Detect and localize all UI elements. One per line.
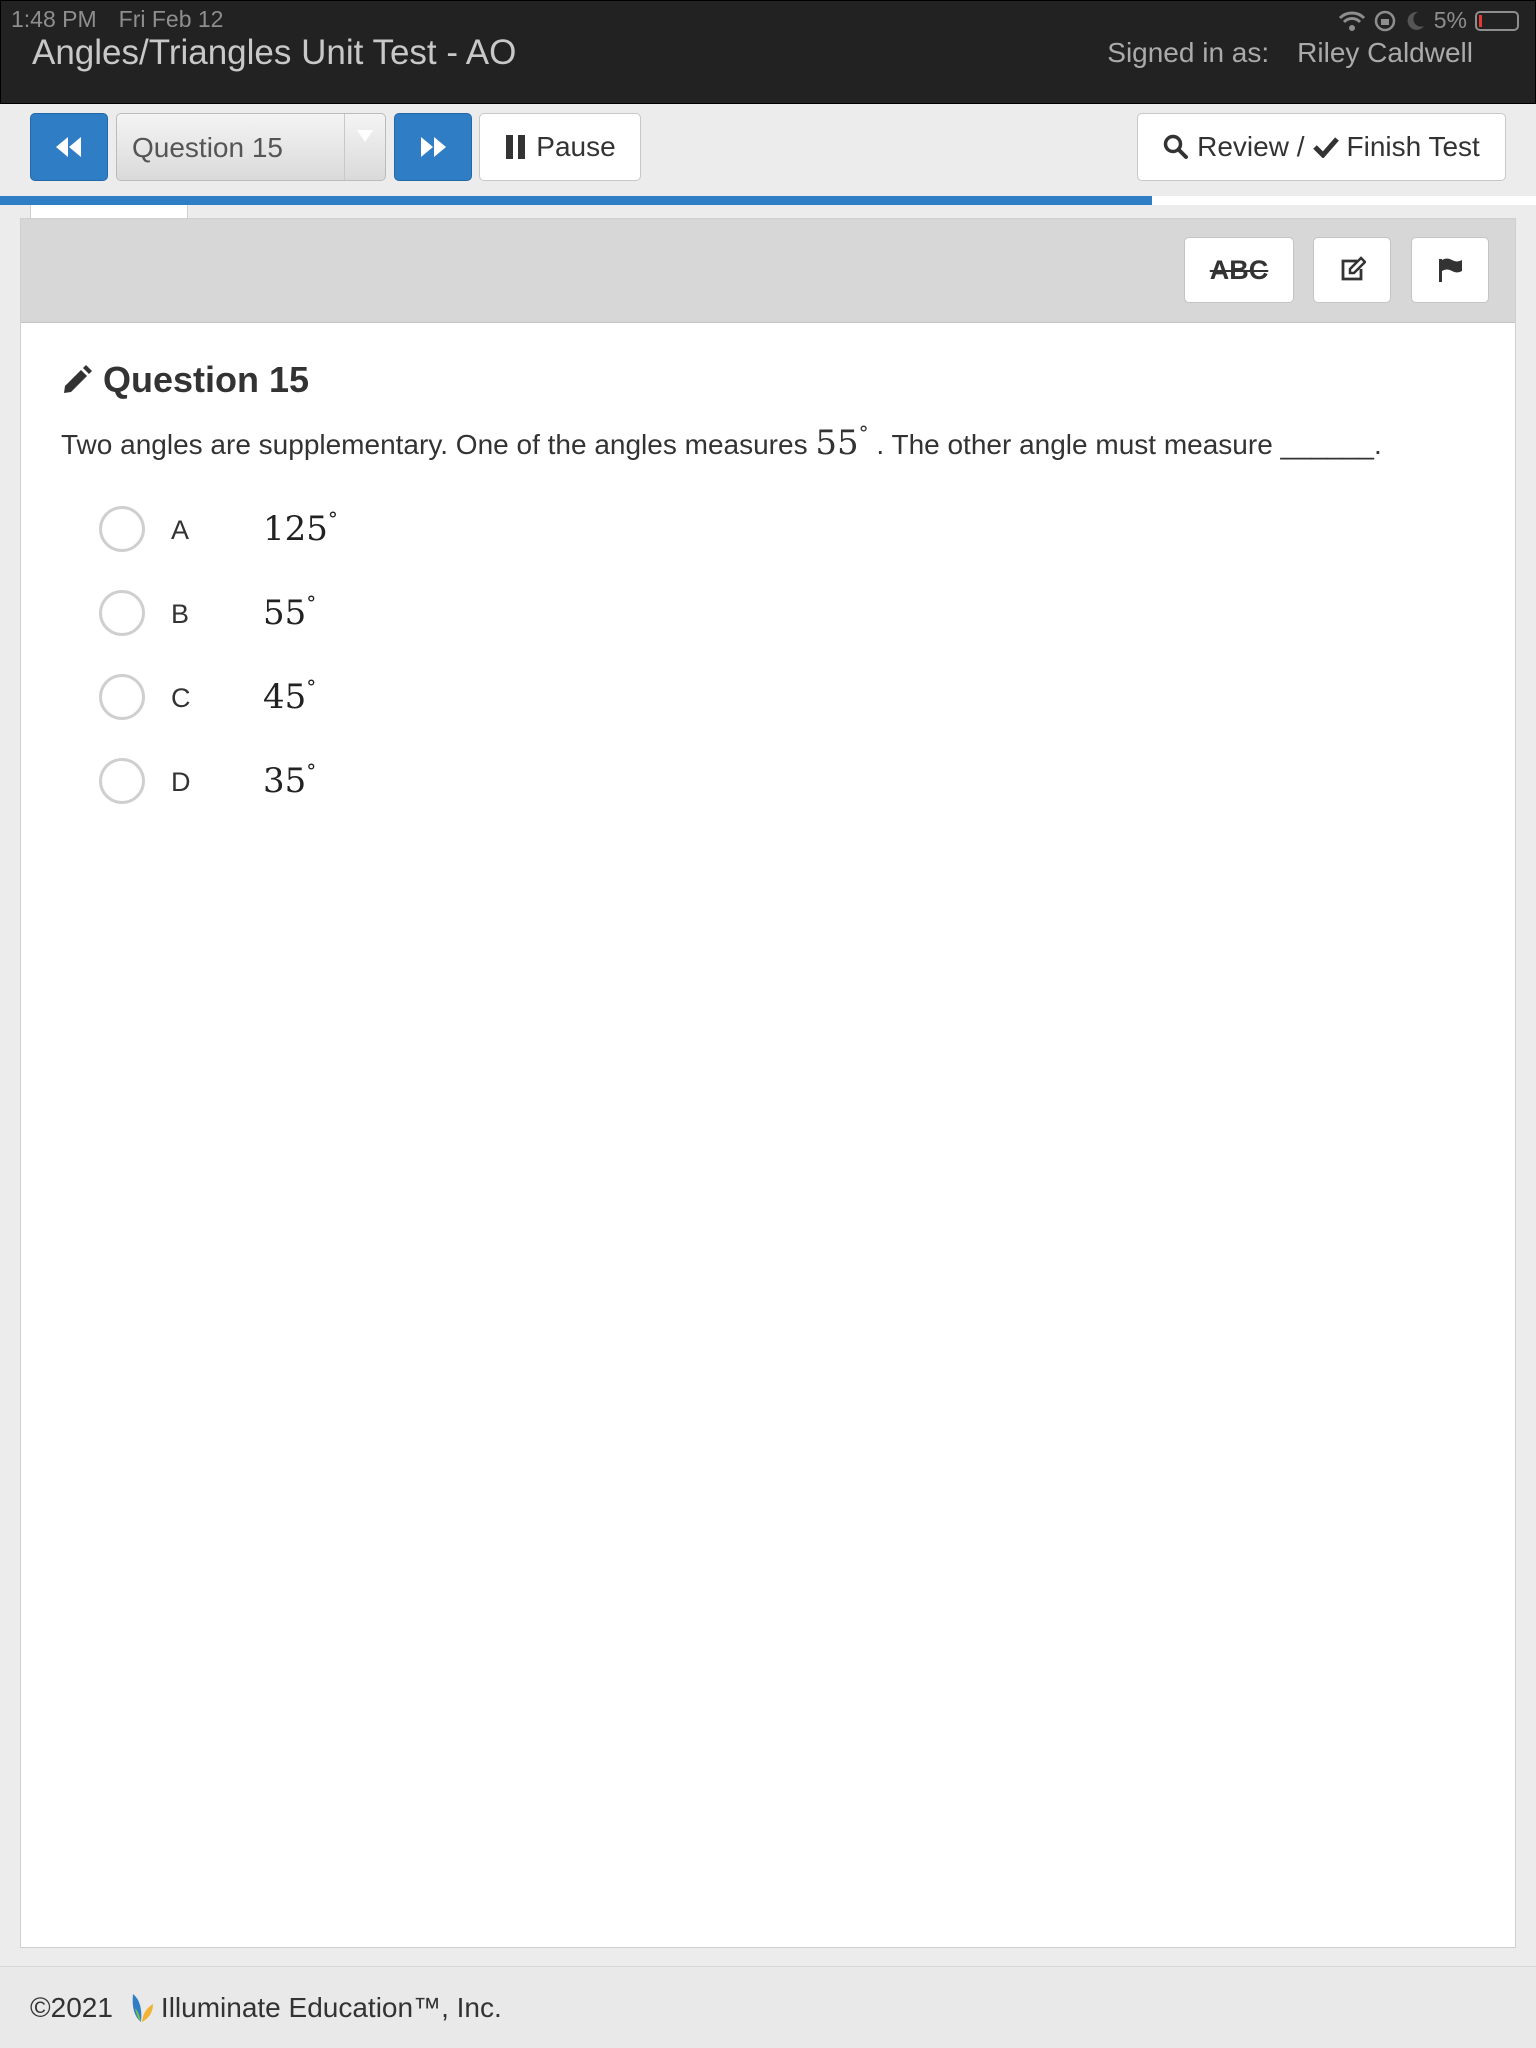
degree-symbol: ° xyxy=(306,759,317,783)
choice-number: 45 xyxy=(263,677,307,717)
status-bar-time xyxy=(11,6,223,33)
question-title: Question 15 xyxy=(103,359,310,400)
radio-button[interactable] xyxy=(99,506,145,552)
footer-copyright xyxy=(30,1992,502,2024)
question-heading xyxy=(61,359,309,401)
review-label: Review / xyxy=(1197,131,1305,162)
choice-number: 35 xyxy=(263,761,307,801)
review-finish-button[interactable] xyxy=(1137,113,1506,181)
battery-percent: 5% xyxy=(1433,7,1467,33)
test-title: Angles/Triangles Unit Test - AO xyxy=(32,33,517,72)
test-toolbar xyxy=(0,104,1536,196)
choice-value xyxy=(263,591,316,633)
notepad-button[interactable] xyxy=(1313,237,1391,303)
chevron-down-icon xyxy=(357,130,373,142)
select-divider xyxy=(344,114,345,180)
company-name: Illuminate Education™, Inc. xyxy=(160,1992,502,2023)
progress-bar xyxy=(0,196,1536,205)
choice-number: 125 xyxy=(263,509,328,549)
copyright-year: ©2021 xyxy=(30,1992,113,2023)
answer-choice-a[interactable] xyxy=(99,501,599,557)
search-icon xyxy=(1163,134,1189,160)
next-question-button[interactable] xyxy=(394,113,472,181)
degree-symbol: ° xyxy=(306,591,317,615)
status-time: 1:48 PM xyxy=(11,6,97,32)
forward-icon xyxy=(418,135,448,159)
wifi-icon xyxy=(1338,10,1366,32)
orientation-lock-icon xyxy=(1374,10,1396,32)
pause-icon xyxy=(504,134,528,160)
degree-symbol: ° xyxy=(327,507,338,531)
choice-letter: A xyxy=(171,515,190,545)
signed-in-info xyxy=(1107,37,1473,69)
question-tools-bar xyxy=(21,219,1515,323)
moon-icon xyxy=(1404,10,1426,32)
answer-eliminator-button[interactable]: ABC xyxy=(1184,237,1294,303)
check-icon xyxy=(1313,136,1339,158)
choice-value xyxy=(263,759,316,801)
finish-label: Finish Test xyxy=(1346,131,1480,162)
question-text-after: . The other angle must measure ______. xyxy=(876,429,1382,460)
choice-letter: B xyxy=(171,599,190,629)
choice-number: 55 xyxy=(263,593,307,633)
radio-button[interactable] xyxy=(99,590,145,636)
question-select[interactable] xyxy=(116,113,386,181)
edit-icon xyxy=(1338,256,1366,284)
backward-icon xyxy=(54,135,84,159)
app-header xyxy=(0,0,1536,104)
radio-button[interactable] xyxy=(99,674,145,720)
degree-symbol: ° xyxy=(858,421,869,445)
battery-icon xyxy=(1475,11,1519,31)
pencil-icon xyxy=(61,364,93,396)
progress-fill xyxy=(0,196,1152,205)
question-panel xyxy=(20,218,1516,1948)
question-text xyxy=(61,421,1382,463)
choice-letter: C xyxy=(171,683,191,713)
given-angle-math xyxy=(815,423,868,463)
page-footer xyxy=(0,1966,1536,2048)
choice-value xyxy=(263,507,338,549)
flag-question-button[interactable] xyxy=(1411,237,1489,303)
pause-label: Pause xyxy=(536,131,616,162)
choice-letter: D xyxy=(171,767,191,797)
status-bar-right xyxy=(1338,7,1519,34)
question-text-before: Two angles are supplementary. One of the angles measures xyxy=(61,429,808,460)
radio-button[interactable] xyxy=(99,758,145,804)
degree-symbol: ° xyxy=(306,675,317,699)
given-angle-value: 55 xyxy=(815,423,859,463)
illuminate-logo-icon xyxy=(129,1992,155,2024)
answer-choice-c[interactable] xyxy=(99,669,599,725)
answer-choice-b[interactable] xyxy=(99,585,599,641)
choice-value xyxy=(263,675,316,717)
signed-in-label: Signed in as: xyxy=(1107,37,1270,68)
status-date: Fri Feb 12 xyxy=(118,6,224,32)
user-name: Riley Caldwell xyxy=(1297,37,1473,68)
answer-choice-d[interactable] xyxy=(99,753,599,809)
panel-tab xyxy=(30,205,188,219)
flag-icon xyxy=(1436,256,1464,284)
question-select-value: Question 15 xyxy=(132,132,283,163)
previous-question-button[interactable] xyxy=(30,113,108,181)
pause-button[interactable] xyxy=(479,113,641,181)
